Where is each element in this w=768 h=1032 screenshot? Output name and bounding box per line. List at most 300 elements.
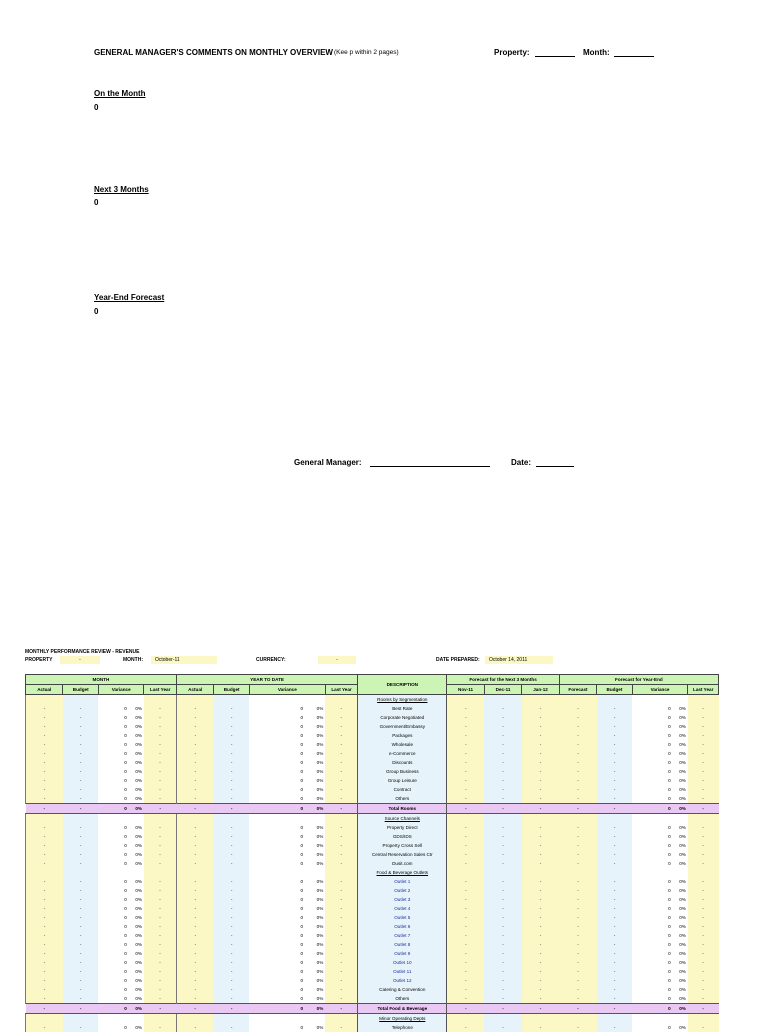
table-cell[interactable]: - — [559, 758, 596, 767]
table-cell[interactable]: - — [447, 850, 484, 859]
table-cell[interactable]: - — [325, 931, 357, 940]
table-cell[interactable]: - — [597, 958, 632, 967]
table-cell[interactable]: - — [484, 985, 521, 994]
table-cell[interactable]: - — [688, 722, 719, 731]
table-cell[interactable]: - — [26, 776, 63, 785]
table-cell[interactable]: - — [597, 713, 632, 722]
table-cell[interactable]: - — [447, 731, 484, 740]
table-cell[interactable]: - — [63, 985, 98, 994]
table-cell[interactable]: - — [144, 913, 176, 922]
table-cell[interactable]: - — [214, 713, 249, 722]
table-cell[interactable]: - — [63, 949, 98, 958]
table-cell[interactable]: - — [26, 985, 63, 994]
table-cell[interactable]: - — [63, 859, 98, 868]
table-cell[interactable]: - — [522, 931, 559, 940]
table-cell[interactable]: - — [447, 976, 484, 985]
table-cell[interactable]: - — [26, 1023, 63, 1032]
table-cell[interactable]: - — [688, 886, 719, 895]
table-cell[interactable]: - — [214, 895, 249, 904]
table-cell[interactable]: - — [484, 904, 521, 913]
table-cell[interactable]: - — [522, 1023, 559, 1032]
table-cell[interactable]: - — [26, 967, 63, 976]
table-cell[interactable]: - — [176, 859, 213, 868]
table-cell[interactable]: - — [688, 749, 719, 758]
table-cell[interactable]: - — [144, 940, 176, 949]
table-cell[interactable]: - — [325, 922, 357, 931]
table-cell[interactable]: - — [144, 740, 176, 749]
table-cell[interactable]: - — [26, 994, 63, 1004]
table-cell[interactable]: - — [144, 776, 176, 785]
table-cell[interactable]: - — [597, 931, 632, 940]
table-cell[interactable]: - — [484, 794, 521, 804]
table-cell[interactable]: - — [484, 713, 521, 722]
table-cell[interactable]: - — [688, 704, 719, 713]
table-cell[interactable]: - — [447, 794, 484, 804]
table-cell[interactable]: - — [522, 859, 559, 868]
table-cell[interactable]: - — [597, 976, 632, 985]
table-cell[interactable]: - — [522, 985, 559, 994]
review-month-value[interactable]: October-11 — [151, 656, 217, 664]
table-cell[interactable]: - — [559, 967, 596, 976]
table-cell[interactable]: - — [688, 922, 719, 931]
table-cell[interactable]: - — [325, 949, 357, 958]
table-cell[interactable]: - — [63, 740, 98, 749]
review-property-value[interactable]: - — [60, 656, 100, 664]
table-cell[interactable]: - — [176, 740, 213, 749]
table-cell[interactable]: - — [447, 913, 484, 922]
table-cell[interactable]: - — [447, 758, 484, 767]
table-cell[interactable]: - — [325, 776, 357, 785]
table-cell[interactable]: - — [522, 704, 559, 713]
table-cell[interactable]: - — [559, 931, 596, 940]
table-cell[interactable]: - — [144, 794, 176, 804]
table-cell[interactable]: - — [522, 740, 559, 749]
table-cell[interactable]: - — [26, 895, 63, 904]
table-cell[interactable]: - — [597, 823, 632, 832]
table-cell[interactable]: - — [325, 958, 357, 967]
table-cell[interactable]: - — [484, 886, 521, 895]
table-cell[interactable]: - — [559, 794, 596, 804]
table-cell[interactable]: - — [176, 850, 213, 859]
table-cell[interactable]: - — [688, 976, 719, 985]
table-cell[interactable]: - — [688, 958, 719, 967]
table-cell[interactable]: - — [176, 958, 213, 967]
table-cell[interactable]: - — [63, 994, 98, 1004]
table-cell[interactable]: - — [447, 931, 484, 940]
table-cell[interactable]: - — [447, 904, 484, 913]
table-cell[interactable]: - — [176, 949, 213, 958]
table-cell[interactable]: - — [559, 767, 596, 776]
table-cell[interactable]: - — [559, 859, 596, 868]
table-cell[interactable]: - — [559, 841, 596, 850]
table-cell[interactable]: - — [325, 940, 357, 949]
table-cell[interactable]: - — [559, 949, 596, 958]
table-cell[interactable]: - — [447, 785, 484, 794]
table-cell[interactable]: - — [63, 722, 98, 731]
table-cell[interactable]: - — [559, 785, 596, 794]
table-cell[interactable]: - — [176, 841, 213, 850]
property-field[interactable] — [494, 48, 575, 57]
table-cell[interactable]: - — [144, 922, 176, 931]
table-cell[interactable]: - — [63, 749, 98, 758]
gm-date-field[interactable] — [511, 458, 574, 467]
table-cell[interactable]: - — [26, 859, 63, 868]
table-cell[interactable]: - — [144, 931, 176, 940]
table-cell[interactable]: - — [597, 940, 632, 949]
table-cell[interactable]: - — [522, 731, 559, 740]
table-cell[interactable]: - — [688, 785, 719, 794]
table-cell[interactable]: - — [559, 877, 596, 886]
table-cell[interactable]: - — [144, 722, 176, 731]
table-cell[interactable]: - — [26, 832, 63, 841]
table-cell[interactable]: - — [597, 767, 632, 776]
table-cell[interactable]: - — [597, 877, 632, 886]
table-cell[interactable]: - — [176, 976, 213, 985]
table-cell[interactable]: - — [176, 922, 213, 931]
table-cell[interactable]: - — [688, 985, 719, 994]
table-cell[interactable]: - — [63, 767, 98, 776]
table-cell[interactable]: - — [688, 913, 719, 922]
table-cell[interactable]: - — [325, 904, 357, 913]
table-cell[interactable]: - — [325, 850, 357, 859]
table-cell[interactable]: - — [26, 731, 63, 740]
table-cell[interactable]: - — [325, 758, 357, 767]
table-cell[interactable]: - — [559, 713, 596, 722]
table-cell[interactable]: - — [214, 841, 249, 850]
table-cell[interactable]: - — [484, 749, 521, 758]
table-cell[interactable]: - — [214, 886, 249, 895]
table-cell[interactable]: - — [597, 740, 632, 749]
table-cell[interactable]: - — [176, 749, 213, 758]
table-cell[interactable]: - — [447, 776, 484, 785]
table-cell[interactable]: - — [559, 850, 596, 859]
table-cell[interactable]: - — [559, 913, 596, 922]
table-cell[interactable]: - — [144, 859, 176, 868]
table-cell[interactable]: - — [688, 832, 719, 841]
table-cell[interactable]: - — [176, 931, 213, 940]
table-cell[interactable]: - — [214, 922, 249, 931]
table-cell[interactable]: - — [688, 895, 719, 904]
table-cell[interactable]: - — [26, 976, 63, 985]
table-cell[interactable]: - — [325, 859, 357, 868]
table-cell[interactable]: - — [176, 823, 213, 832]
table-cell[interactable]: - — [325, 767, 357, 776]
table-cell[interactable]: - — [325, 976, 357, 985]
table-cell[interactable]: - — [484, 994, 521, 1004]
table-cell[interactable]: - — [484, 922, 521, 931]
table-cell[interactable]: - — [214, 1023, 249, 1032]
table-cell[interactable]: - — [214, 758, 249, 767]
table-cell[interactable]: - — [214, 832, 249, 841]
table-cell[interactable]: - — [144, 895, 176, 904]
table-cell[interactable]: - — [63, 931, 98, 940]
table-cell[interactable]: - — [522, 922, 559, 931]
table-cell[interactable]: - — [214, 994, 249, 1004]
table-cell[interactable]: - — [214, 949, 249, 958]
table-cell[interactable]: - — [597, 886, 632, 895]
table-cell[interactable]: - — [26, 704, 63, 713]
table-cell[interactable]: - — [447, 832, 484, 841]
table-cell[interactable]: - — [144, 823, 176, 832]
table-cell[interactable]: - — [559, 740, 596, 749]
table-cell[interactable]: - — [63, 776, 98, 785]
table-cell[interactable]: - — [144, 767, 176, 776]
table-cell[interactable]: - — [484, 823, 521, 832]
table-cell[interactable]: - — [26, 740, 63, 749]
table-cell[interactable]: - — [325, 967, 357, 976]
table-cell[interactable]: - — [484, 877, 521, 886]
table-cell[interactable]: - — [325, 1023, 357, 1032]
table-cell[interactable]: - — [176, 785, 213, 794]
table-cell[interactable]: - — [688, 940, 719, 949]
table-cell[interactable]: - — [26, 713, 63, 722]
table-cell[interactable]: - — [325, 985, 357, 994]
table-cell[interactable]: - — [522, 841, 559, 850]
table-cell[interactable]: - — [144, 994, 176, 1004]
table-cell[interactable]: - — [522, 832, 559, 841]
table-cell[interactable]: - — [214, 749, 249, 758]
table-cell[interactable]: - — [522, 994, 559, 1004]
table-cell[interactable]: - — [26, 877, 63, 886]
table-cell[interactable]: - — [26, 958, 63, 967]
table-cell[interactable]: - — [214, 731, 249, 740]
table-cell[interactable]: - — [522, 967, 559, 976]
table-cell[interactable]: - — [688, 713, 719, 722]
table-cell[interactable]: - — [26, 949, 63, 958]
table-cell[interactable]: - — [484, 785, 521, 794]
table-cell[interactable]: - — [484, 859, 521, 868]
table-cell[interactable]: - — [144, 731, 176, 740]
table-cell[interactable]: - — [522, 886, 559, 895]
table-cell[interactable]: - — [484, 940, 521, 949]
table-cell[interactable]: - — [144, 758, 176, 767]
table-cell[interactable]: - — [522, 913, 559, 922]
table-cell[interactable]: - — [559, 731, 596, 740]
table-cell[interactable]: - — [447, 704, 484, 713]
table-cell[interactable]: - — [325, 722, 357, 731]
table-cell[interactable]: - — [144, 841, 176, 850]
table-cell[interactable]: - — [144, 785, 176, 794]
table-cell[interactable]: - — [63, 794, 98, 804]
table-cell[interactable]: - — [144, 832, 176, 841]
table-cell[interactable]: - — [484, 832, 521, 841]
table-cell[interactable]: - — [63, 832, 98, 841]
table-cell[interactable]: - — [63, 841, 98, 850]
table-cell[interactable]: - — [688, 776, 719, 785]
table-cell[interactable]: - — [559, 722, 596, 731]
table-cell[interactable]: - — [688, 877, 719, 886]
table-cell[interactable]: - — [559, 704, 596, 713]
table-cell[interactable]: - — [214, 859, 249, 868]
table-cell[interactable]: - — [325, 994, 357, 1004]
table-cell[interactable]: - — [214, 776, 249, 785]
table-cell[interactable]: - — [214, 931, 249, 940]
table-cell[interactable]: - — [688, 859, 719, 868]
table-cell[interactable]: - — [63, 704, 98, 713]
table-cell[interactable]: - — [688, 994, 719, 1004]
table-cell[interactable]: - — [214, 976, 249, 985]
table-cell[interactable]: - — [26, 850, 63, 859]
table-cell[interactable]: - — [522, 749, 559, 758]
table-cell[interactable]: - — [176, 985, 213, 994]
table-cell[interactable]: - — [559, 832, 596, 841]
table-cell[interactable]: - — [144, 1023, 176, 1032]
table-cell[interactable]: - — [688, 731, 719, 740]
table-cell[interactable]: - — [688, 850, 719, 859]
table-cell[interactable]: - — [214, 904, 249, 913]
table-cell[interactable]: - — [522, 776, 559, 785]
table-cell[interactable]: - — [325, 832, 357, 841]
table-cell[interactable]: - — [447, 859, 484, 868]
table-cell[interactable]: - — [484, 958, 521, 967]
table-cell[interactable]: - — [325, 841, 357, 850]
table-cell[interactable]: - — [63, 758, 98, 767]
date-input-line[interactable] — [536, 458, 574, 467]
table-cell[interactable]: - — [63, 886, 98, 895]
table-cell[interactable]: - — [144, 976, 176, 985]
table-cell[interactable]: - — [597, 749, 632, 758]
table-cell[interactable]: - — [447, 967, 484, 976]
table-cell[interactable]: - — [63, 850, 98, 859]
table-cell[interactable]: - — [559, 749, 596, 758]
table-cell[interactable]: - — [63, 1023, 98, 1032]
table-cell[interactable]: - — [325, 704, 357, 713]
table-cell[interactable]: - — [447, 985, 484, 994]
table-cell[interactable]: - — [447, 958, 484, 967]
table-cell[interactable]: - — [522, 976, 559, 985]
table-cell[interactable]: - — [484, 722, 521, 731]
table-cell[interactable]: - — [484, 949, 521, 958]
table-cell[interactable]: - — [447, 713, 484, 722]
table-cell[interactable]: - — [447, 886, 484, 895]
table-cell[interactable]: - — [214, 767, 249, 776]
table-cell[interactable]: - — [214, 704, 249, 713]
table-cell[interactable]: - — [26, 904, 63, 913]
table-cell[interactable]: - — [484, 931, 521, 940]
table-cell[interactable]: - — [522, 713, 559, 722]
table-cell[interactable]: - — [597, 785, 632, 794]
table-cell[interactable]: - — [176, 767, 213, 776]
table-cell[interactable]: - — [63, 967, 98, 976]
table-cell[interactable]: - — [214, 940, 249, 949]
table-cell[interactable]: - — [484, 740, 521, 749]
table-cell[interactable]: - — [597, 841, 632, 850]
table-cell[interactable]: - — [484, 967, 521, 976]
table-cell[interactable]: - — [26, 931, 63, 940]
table-cell[interactable]: - — [214, 794, 249, 804]
table-cell[interactable]: - — [688, 841, 719, 850]
table-cell[interactable]: - — [214, 985, 249, 994]
table-cell[interactable]: - — [26, 922, 63, 931]
table-cell[interactable]: - — [597, 895, 632, 904]
table-cell[interactable]: - — [176, 913, 213, 922]
table-cell[interactable]: - — [325, 794, 357, 804]
table-cell[interactable]: - — [484, 1023, 521, 1032]
table-cell[interactable]: - — [522, 823, 559, 832]
table-cell[interactable]: - — [26, 841, 63, 850]
table-cell[interactable]: - — [325, 913, 357, 922]
table-cell[interactable]: - — [63, 940, 98, 949]
table-cell[interactable]: - — [597, 704, 632, 713]
table-cell[interactable]: - — [63, 904, 98, 913]
table-cell[interactable]: - — [447, 922, 484, 931]
table-cell[interactable]: - — [559, 985, 596, 994]
table-cell[interactable]: - — [484, 758, 521, 767]
table-cell[interactable]: - — [176, 794, 213, 804]
table-cell[interactable]: - — [597, 904, 632, 913]
table-cell[interactable]: - — [63, 713, 98, 722]
table-cell[interactable]: - — [688, 949, 719, 958]
table-cell[interactable]: - — [559, 976, 596, 985]
month-field[interactable] — [583, 48, 654, 57]
table-cell[interactable]: - — [522, 904, 559, 913]
table-cell[interactable]: - — [522, 850, 559, 859]
table-cell[interactable]: - — [63, 731, 98, 740]
table-cell[interactable]: - — [522, 758, 559, 767]
table-cell[interactable]: - — [688, 758, 719, 767]
table-cell[interactable]: - — [176, 722, 213, 731]
table-cell[interactable]: - — [559, 1023, 596, 1032]
table-cell[interactable]: - — [176, 994, 213, 1004]
table-cell[interactable]: - — [176, 895, 213, 904]
table-cell[interactable]: - — [447, 1023, 484, 1032]
table-cell[interactable]: - — [597, 985, 632, 994]
table-cell[interactable]: - — [26, 722, 63, 731]
table-cell[interactable]: - — [559, 958, 596, 967]
table-cell[interactable]: - — [325, 886, 357, 895]
table-cell[interactable]: - — [26, 749, 63, 758]
table-cell[interactable]: - — [522, 877, 559, 886]
table-cell[interactable]: - — [63, 823, 98, 832]
table-cell[interactable]: - — [688, 794, 719, 804]
table-cell[interactable]: - — [559, 823, 596, 832]
table-cell[interactable]: - — [144, 949, 176, 958]
table-cell[interactable]: - — [597, 913, 632, 922]
table-cell[interactable]: - — [522, 767, 559, 776]
table-cell[interactable]: - — [447, 767, 484, 776]
table-cell[interactable]: - — [63, 877, 98, 886]
table-cell[interactable]: - — [26, 794, 63, 804]
table-cell[interactable]: - — [63, 958, 98, 967]
table-cell[interactable]: - — [688, 967, 719, 976]
table-cell[interactable]: - — [447, 895, 484, 904]
table-cell[interactable]: - — [559, 940, 596, 949]
table-cell[interactable]: - — [176, 758, 213, 767]
gm-signature-line[interactable] — [370, 458, 490, 467]
table-cell[interactable]: - — [522, 895, 559, 904]
table-cell[interactable]: - — [447, 749, 484, 758]
table-cell[interactable]: - — [144, 713, 176, 722]
table-cell[interactable]: - — [688, 904, 719, 913]
table-cell[interactable]: - — [688, 823, 719, 832]
table-cell[interactable]: - — [214, 967, 249, 976]
table-cell[interactable]: - — [597, 949, 632, 958]
table-cell[interactable]: - — [325, 731, 357, 740]
table-cell[interactable]: - — [63, 976, 98, 985]
table-cell[interactable]: - — [484, 976, 521, 985]
table-cell[interactable]: - — [484, 704, 521, 713]
table-cell[interactable]: - — [144, 904, 176, 913]
table-cell[interactable]: - — [484, 767, 521, 776]
table-cell[interactable]: - — [597, 776, 632, 785]
table-cell[interactable]: - — [597, 994, 632, 1004]
table-cell[interactable]: - — [144, 749, 176, 758]
table-cell[interactable]: - — [522, 949, 559, 958]
table-cell[interactable]: - — [176, 776, 213, 785]
table-cell[interactable]: - — [484, 731, 521, 740]
property-input-line[interactable] — [535, 48, 575, 57]
table-cell[interactable]: - — [176, 877, 213, 886]
